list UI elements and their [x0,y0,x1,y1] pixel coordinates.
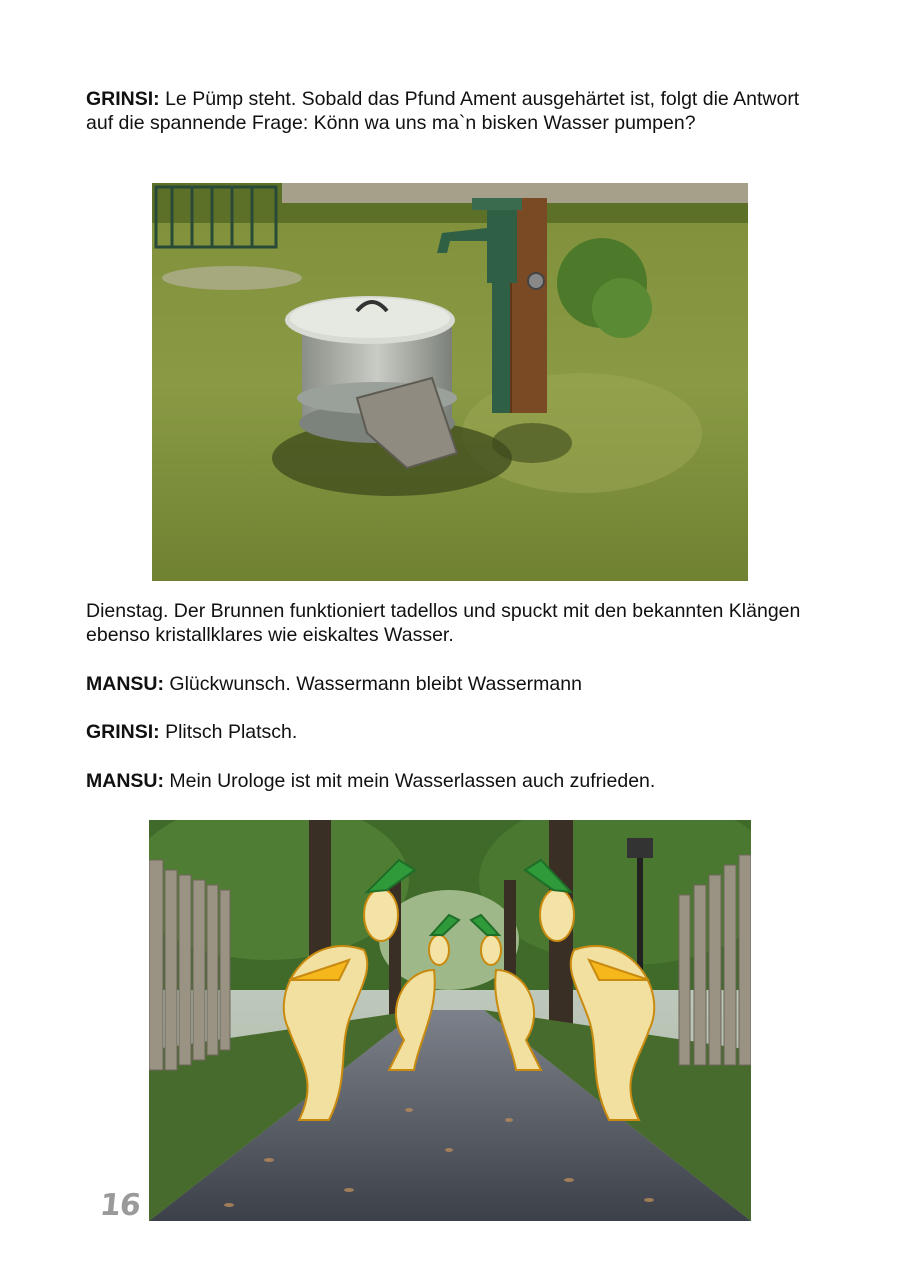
narration-text: Dienstag. Der Brunnen funktioniert tadellos und spuckt mit den bekannten Klängen ebenso kristallklares wie eiskaltes Wasser. [86,600,801,646]
speaker-label: MANSU: [86,673,164,695]
speaker-label: MANSU: [86,770,164,792]
avenue-photo [149,820,751,1221]
page-number: 16 [98,1188,142,1223]
dialogue-text: Glückwunsch. Wassermann bleibt Wassermann [164,673,582,695]
dialogue-mansu-2 [86,769,806,793]
dialogue-text: Mein Urologe ist mit mein Wasserlassen auch zufrieden. [164,770,656,792]
dialogue-text: Plitsch Platsch. [159,721,298,743]
speaker-label: GRINSI: [86,721,160,743]
dialogue-text: Le Pümp steht. Sobald das Pfund Ament ausgehärtet ist, folgt die Antwort auf die spannende Frage: Könn wa uns ma`n bisken Wasser pumpen? [86,88,800,134]
narration-tuesday [86,599,806,647]
dialogue-grinsi-2 [86,720,806,744]
speaker-label: GRINSI: [86,88,160,110]
dialogue-mansu-1 [86,672,806,696]
pump-photo [152,183,748,581]
dialogue-grinsi-1 [86,87,806,135]
